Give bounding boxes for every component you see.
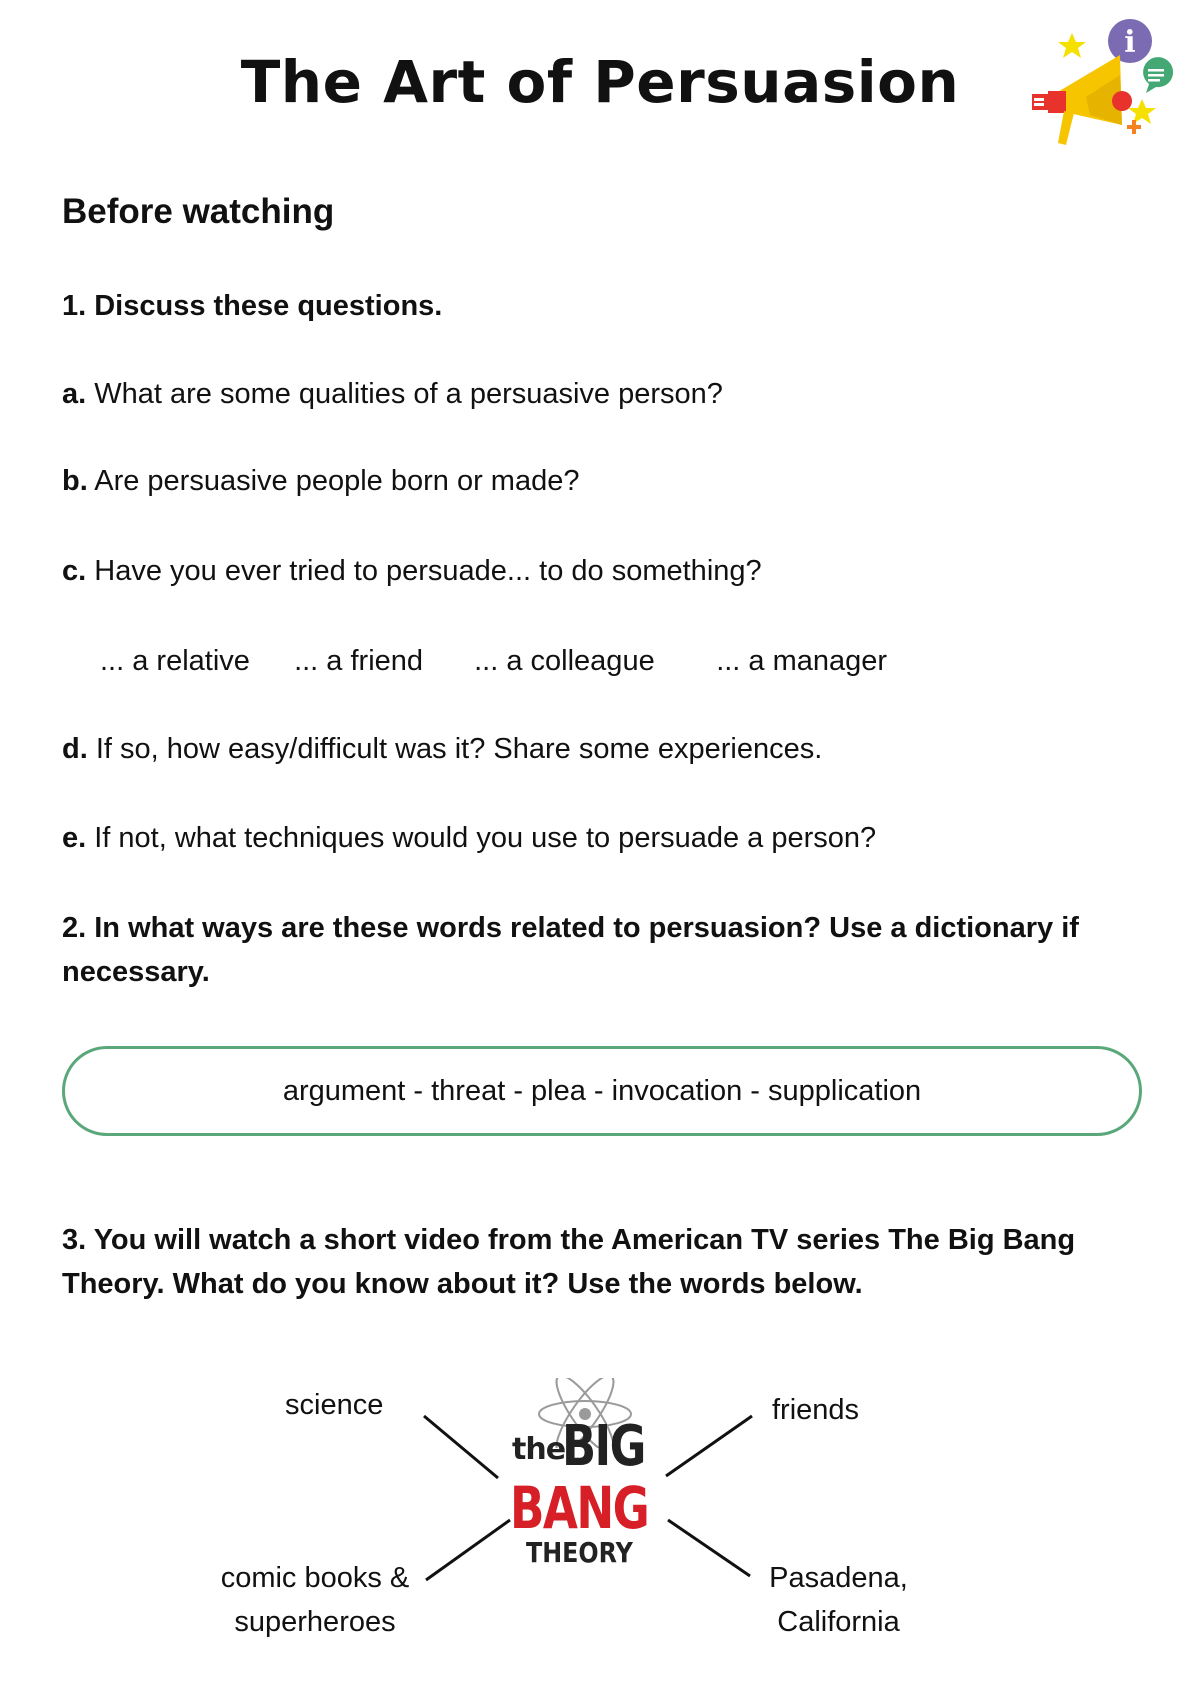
persuade-options xyxy=(100,645,887,678)
question-1b: b. Are persuasive people born or made? xyxy=(62,465,580,497)
question-3-heading: 3. You will watch a short video from the American TV series The Big Bang Theory. What do you know about it? Use the words below. xyxy=(62,1224,1076,1300)
question-2-heading: 2. In what ways are these words related to persuasion? Use a dictionary if necessary. xyxy=(62,912,1079,988)
question-1c: c. Have you ever tried to persuade... to do something? xyxy=(62,555,762,587)
svg-text:i: i xyxy=(1124,25,1136,60)
option-manager: ... a manager xyxy=(716,645,888,677)
logo-big: BIG xyxy=(562,1414,645,1479)
option-relative: ... a relative xyxy=(100,645,250,677)
section-heading: Before watching xyxy=(62,192,335,231)
logo-theory: THEORY xyxy=(526,1536,633,1569)
word-science: science xyxy=(285,1389,384,1421)
page-title: The Art of Persuasion xyxy=(240,48,960,116)
option-colleague: ... a colleague xyxy=(474,645,655,677)
question-1-heading: 1. Discuss these questions. xyxy=(62,290,443,322)
logo-the: the xyxy=(512,1432,566,1467)
word-list: argument - threat - plea - invocation - supplication xyxy=(282,1074,922,1107)
question-1a: a. What are some qualities of a persuasive person? xyxy=(62,378,723,410)
logo-bang: BANG xyxy=(510,1474,649,1542)
word-box xyxy=(62,1046,1142,1136)
word-comic-books: comic books & superheroes xyxy=(220,1562,410,1638)
option-friend: ... a friend xyxy=(294,645,424,677)
word-pasadena: Pasadena, California xyxy=(769,1562,908,1638)
word-friends: friends xyxy=(772,1394,860,1426)
question-1e: e. If not, what techniques would you use to persuade a person? xyxy=(62,822,877,854)
megaphone-icon xyxy=(1030,15,1180,145)
question-1d: d. If so, how easy/difficult was it? Share some experiences. xyxy=(62,733,823,765)
star-icon xyxy=(1058,33,1086,58)
big-bang-theory-logo xyxy=(500,1378,670,1578)
